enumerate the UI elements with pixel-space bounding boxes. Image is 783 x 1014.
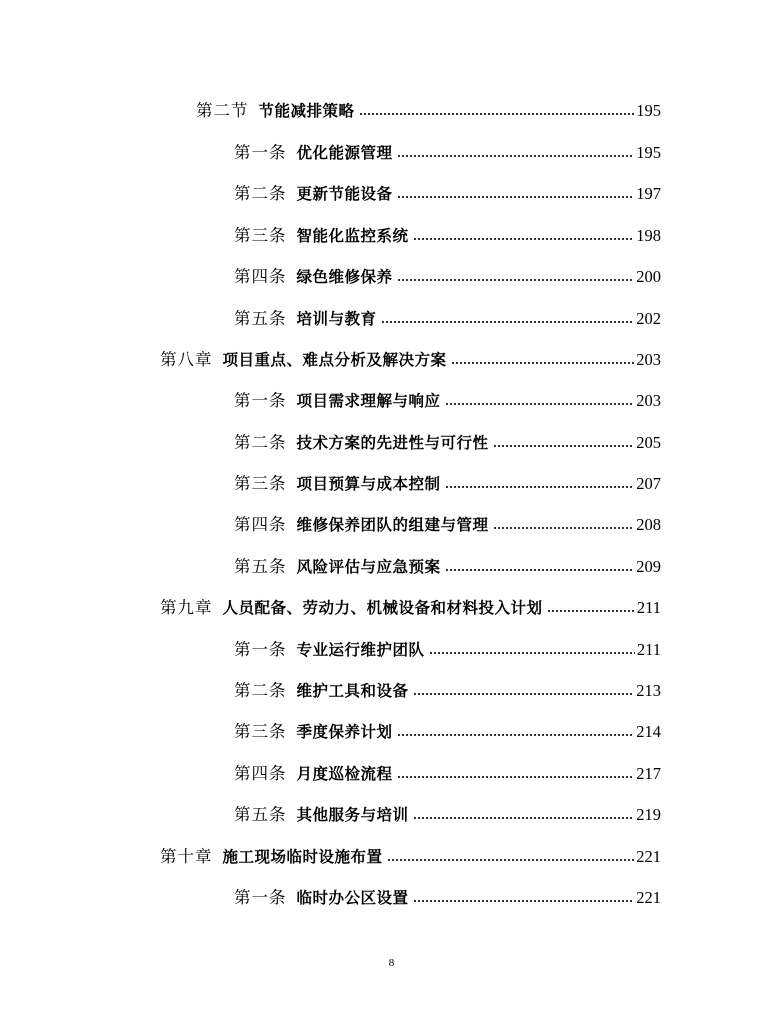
toc-entry-title: 更新节能设备 xyxy=(296,185,393,203)
dot-leader xyxy=(547,609,635,613)
dot-leader xyxy=(397,278,635,282)
toc-entry[interactable] xyxy=(234,552,661,578)
toc-entry[interactable] xyxy=(234,221,661,247)
toc-entry-page: 207 xyxy=(636,474,661,493)
toc-entry-page: 195 xyxy=(636,143,661,162)
toc-entry-title: 月度巡检流程 xyxy=(296,765,393,783)
toc-entry-title: 其他服务与培训 xyxy=(296,806,409,824)
toc-entry-page: 198 xyxy=(636,226,661,245)
toc-entry-title: 项目重点、难点分析及解决方案 xyxy=(222,351,447,369)
dot-leader xyxy=(397,195,635,199)
toc-entry[interactable] xyxy=(160,345,661,371)
toc-entry[interactable] xyxy=(234,635,661,661)
toc-entry-number: 第八章 xyxy=(160,350,213,369)
toc-entry-number: 第五条 xyxy=(234,557,287,576)
toc-entry-title: 人员配备、劳动力、机械设备和材料投入计划 xyxy=(222,599,543,617)
toc-entry-number: 第二条 xyxy=(234,184,287,203)
toc-entry[interactable] xyxy=(160,842,661,868)
toc-entry-number: 第三条 xyxy=(234,226,287,245)
toc-entry-page: 219 xyxy=(636,805,661,824)
toc-entry-title: 风险评估与应急预案 xyxy=(296,558,441,576)
toc-entry-title: 专业运行维护团队 xyxy=(296,641,425,659)
toc-entry[interactable] xyxy=(234,800,661,826)
toc-entry-page: 214 xyxy=(636,722,661,741)
toc-entry[interactable] xyxy=(234,138,661,164)
toc-entry[interactable] xyxy=(160,593,661,619)
dot-leader xyxy=(413,237,635,241)
dot-leader xyxy=(397,733,635,737)
toc-entry-title: 培训与教育 xyxy=(296,310,377,328)
dot-leader xyxy=(493,526,635,530)
toc-entry-number: 第四条 xyxy=(234,267,287,286)
toc-entry[interactable] xyxy=(234,386,661,412)
toc-entry[interactable] xyxy=(234,262,661,288)
toc-entry-page: 211 xyxy=(636,640,661,659)
dot-leader xyxy=(381,320,635,324)
toc-entry-page: 197 xyxy=(636,184,661,203)
toc-entry-number: 第一条 xyxy=(234,391,287,410)
toc-entry-number: 第五条 xyxy=(234,805,287,824)
dot-leader xyxy=(413,692,635,696)
dot-leader xyxy=(397,154,635,158)
toc-entry-page: 221 xyxy=(636,847,661,866)
toc-entry-title: 优化能源管理 xyxy=(296,144,393,162)
toc-entry-page: 202 xyxy=(636,309,661,328)
page-number: 8 xyxy=(388,957,395,969)
toc-entry-number: 第四条 xyxy=(234,515,287,534)
toc-entry-page: 195 xyxy=(636,101,661,120)
dot-leader xyxy=(451,361,635,365)
toc-entry-title: 智能化监控系统 xyxy=(296,227,409,245)
toc-entry-page: 205 xyxy=(636,433,661,452)
toc-entry[interactable] xyxy=(234,304,661,330)
toc-entry-number: 第四条 xyxy=(234,764,287,783)
toc-entry-title: 维护工具和设备 xyxy=(296,682,409,700)
dot-leader xyxy=(445,485,635,489)
toc-entry-page: 209 xyxy=(636,557,661,576)
toc-entry-number: 第一条 xyxy=(234,640,287,659)
toc-entry-page: 200 xyxy=(636,267,661,286)
toc-entry-number: 第二节 xyxy=(196,101,249,120)
dot-leader xyxy=(413,816,635,820)
toc-entry-number: 第一条 xyxy=(234,143,287,162)
toc-entry-page: 211 xyxy=(636,598,661,617)
toc-entry-number: 第三条 xyxy=(234,722,287,741)
toc-entry-page: 208 xyxy=(636,515,661,534)
toc-entry[interactable] xyxy=(234,883,661,909)
toc-entry-page: 203 xyxy=(636,350,661,369)
toc-entry-number: 第二条 xyxy=(234,433,287,452)
toc-entry-title: 临时办公区设置 xyxy=(296,889,409,907)
dot-leader xyxy=(445,402,635,406)
toc-entry-title: 绿色维修保养 xyxy=(296,268,393,286)
toc-entry-title: 季度保养计划 xyxy=(296,723,393,741)
toc-entry-number: 第三条 xyxy=(234,474,287,493)
toc-entry-number: 第一条 xyxy=(234,888,287,907)
toc-entry[interactable] xyxy=(196,96,661,122)
toc-entry-number: 第二条 xyxy=(234,681,287,700)
toc-entry-page: 217 xyxy=(636,764,661,783)
dot-leader xyxy=(387,858,635,862)
toc-entry[interactable] xyxy=(234,428,661,454)
toc-entry-title: 项目需求理解与响应 xyxy=(296,392,441,410)
toc-entry-page: 221 xyxy=(636,888,661,907)
dot-leader xyxy=(413,899,635,903)
toc-entry-number: 第五条 xyxy=(234,309,287,328)
toc-entry-page: 213 xyxy=(636,681,661,700)
toc-entry-title: 节能减排策略 xyxy=(258,102,355,120)
dot-leader xyxy=(445,568,635,572)
toc-entry-title: 技术方案的先进性与可行性 xyxy=(296,434,489,452)
dot-leader xyxy=(397,775,635,779)
toc-entry[interactable] xyxy=(234,717,661,743)
dot-leader xyxy=(359,112,635,116)
toc-entry[interactable] xyxy=(234,469,661,495)
toc-entry-number: 第十章 xyxy=(160,847,213,866)
toc-entry-title: 施工现场临时设施布置 xyxy=(222,848,383,866)
toc-entry[interactable] xyxy=(234,759,661,785)
toc-entry[interactable] xyxy=(234,179,661,205)
dot-leader xyxy=(493,444,635,448)
dot-leader xyxy=(429,651,635,655)
toc-entry-title: 项目预算与成本控制 xyxy=(296,475,441,493)
toc-entry-title: 维修保养团队的组建与管理 xyxy=(296,516,489,534)
toc-entry[interactable] xyxy=(234,676,661,702)
toc-entry-number: 第九章 xyxy=(160,598,213,617)
toc-entry-page: 203 xyxy=(636,391,661,410)
toc-entry[interactable] xyxy=(234,510,661,536)
